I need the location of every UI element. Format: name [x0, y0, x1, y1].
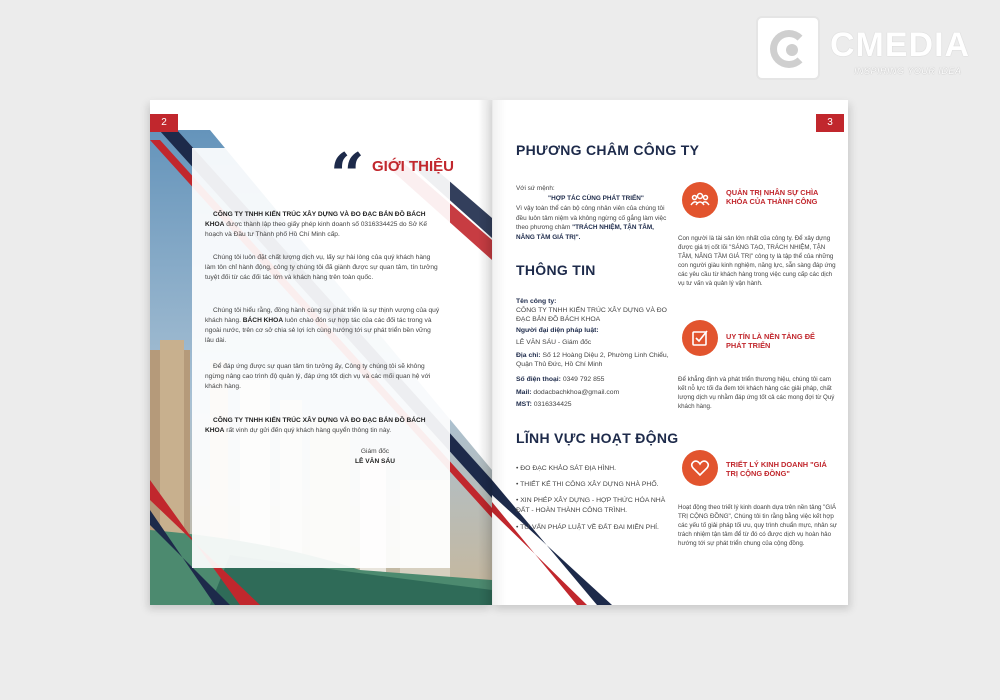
- value-title-1: QUẢN TRỊ NHÂN SỰ CHÌA KHÓA CỦA THÀNH CÔNG: [726, 188, 819, 206]
- motto-title: PHƯƠNG CHÂM CÔNG TY: [516, 142, 700, 158]
- mission-text-body: Vì vậy toàn thể cán bộ công nhân viên của chúng tôi đều luôn tâm niệm và không ngừng cố gắng làm việc theo phương châm: [516, 205, 667, 232]
- brand-name: CMEDIA: [830, 26, 971, 64]
- intro-paragraph-5: [205, 416, 440, 436]
- address-label: Địa chỉ:: [516, 352, 541, 359]
- mission-slogan: "HỢP TÁC CÙNG PHÁT TRIỂN": [548, 195, 644, 202]
- brand-bold: BÁCH KHOA: [242, 317, 284, 324]
- value-title-3: TRIẾT LÝ KINH DOANH "GIÁ TRỊ CỘNG ĐỒNG": [726, 460, 827, 478]
- mst-line: [516, 400, 676, 409]
- phone-line: [516, 375, 676, 384]
- intro-paragraph-4: Để đáp ứng được sự quan tâm tin tưởng ấy, Công ty chúng tôi sẽ không ngừng nâng cao trình độ quản lý, đáp ứng tốt dịch vụ và các mối quan hệ với khách hàng.: [205, 363, 431, 390]
- mail-value: dodacbachkhoa@gmail.com: [533, 389, 620, 396]
- intro-paragraph-5-text: rất vinh dự gửi đến quý khách hàng quyển thông tin này.: [226, 427, 392, 434]
- fields-title: LĨNH VỰC HOẠT ĐỘNG: [516, 430, 679, 446]
- value-text-3: Hoạt động theo triết lý kinh doanh dựa trên nền tảng "GIÁ TRỊ CỘNG ĐỒNG", Chúng tôi tin rằng bằng việc kết hợp các yếu tố giải pháp tối ưu, quy trình chuẩn mực, nhân sự trách nhiệm tận tâm để từ đó có được dịch vụ hoàn hảo hướng tới sự phát triển chung của cộng đồng.: [678, 504, 837, 547]
- intro-paragraph-1-text: được thành lập theo giấy phép kinh doanh số 0316334425 do Sở Kế hoạch và Đầu tư Thành phố Hồ Chí Minh cấp.: [205, 221, 428, 238]
- heart-icon: [682, 450, 718, 486]
- company-label: Tên công ty:: [516, 298, 557, 305]
- intro-paragraph-3: [205, 306, 440, 346]
- representative-label: Người đại diện pháp luật:: [516, 327, 599, 334]
- phone-label: Số điện thoại:: [516, 376, 561, 383]
- company-name-bold-2: CÔNG TY TNHH KIẾN TRÚC XÂY DỰNG VÀ ĐO ĐẠC BẢN ĐỒ BÁCH KHOA: [205, 417, 426, 434]
- value-text-2: Để khẳng định và phát triển thương hiệu, chúng tôi cam kết nỗ lực tối đa đem tới khách hàng các giải pháp, chất lượng dịch vụ nhằm đáp ứng tốt cả các mong đợi từ Quý khách hàng.: [678, 376, 835, 410]
- left-page: [150, 100, 492, 605]
- representative-value: LÊ VĂN SÁU - Giám đốc: [516, 339, 592, 346]
- mail-label: Mail:: [516, 389, 532, 396]
- company-name-bold: CÔNG TY TNHH KIẾN TRÚC XÂY DỰNG VÀ ĐO ĐẠC BẢN ĐỒ BÁCH KHOA: [205, 211, 426, 228]
- mission-label: Với sứ mệnh:: [516, 185, 555, 192]
- signature-role: Giám đốc: [360, 448, 390, 455]
- info-title: THÔNG TIN: [516, 262, 596, 278]
- field-item: • THIẾT KẾ THI CÔNG XÂY DỰNG NHÀ PHỐ.: [516, 481, 659, 488]
- address-value: Số 12 Hoàng Diệu 2, Phường Linh Chiểu, Quận Thủ Đức, Hồ Chí Minh: [516, 352, 669, 368]
- people-icon: [682, 182, 718, 218]
- mission-text: [516, 204, 668, 242]
- field-item: • XIN PHÉP XÂY DỰNG - HỢP THỨC HÓA NHÀ ĐẤT - HOÀN THÀNH CÔNG TRÌNH.: [516, 497, 666, 514]
- page-number: 2: [150, 114, 178, 132]
- mail-line: [516, 388, 676, 397]
- intro-paragraph-3-text-a: Chúng tôi hiểu rằng, đồng hành cùng sự phát triển là sự thịnh vượng của quý khách hàng.: [205, 307, 440, 324]
- mst-value: 0316334425: [533, 401, 572, 408]
- intro-paragraph-3-text-b: luôn chào đón sự hợp tác của các đối tác trong và ngoài nước, trên cơ sở chia sẻ lợi ích cùng hướng tới sự phát triển bền vững lâu dài.: [205, 317, 432, 344]
- mission-text-bold: "TRÁCH NHIỆM, TẬN TÂM, NÂNG TẦM GIÁ TRỊ".: [516, 224, 654, 241]
- address-line: [516, 351, 676, 369]
- intro-paragraph-1: [205, 210, 440, 240]
- field-item: • TƯ VẤN PHÁP LUẬT VỀ ĐẤT ĐAI MIỄN PHÍ.: [516, 524, 659, 531]
- brand-logo: [756, 16, 986, 82]
- field-item: • ĐO ĐẠC KHẢO SÁT ĐỊA HÌNH.: [516, 465, 617, 472]
- value-title-2: UY TÍN LÀ NỀN TẢNG ĐỂ PHÁT TRIỂN: [726, 332, 815, 350]
- page-number: 3: [816, 114, 844, 132]
- signature-name: LÊ VĂN SÁU: [355, 458, 395, 465]
- intro-paragraph-2: Chúng tôi luôn đặt chất lượng dịch vụ, lấy sự hài lòng của quý khách hàng làm tôn chỉ hành động, công ty chúng tôi đã giành được sự quan tâm, tín tưởng tuyệt đối từ các đối tác lớn và khách hàng trên toàn quốc.: [205, 254, 438, 281]
- mst-label: MST:: [516, 401, 532, 408]
- company-value: CÔNG TY TNHH KIẾN TRÚC XÂY DỰNG VÀ ĐO ĐẠC BẢN ĐỒ BÁCH KHOA: [516, 307, 667, 323]
- checkbox-icon: [682, 320, 718, 356]
- logo-mark-icon: [756, 16, 820, 80]
- intro-title: GIỚI THIỆU: [372, 158, 454, 175]
- value-text-1: Con người là tài sản lớn nhất của công ty. Để xây dựng được giá trị cốt lõi "SÁNG TẠO, TRÁCH NHIỆM, TẬN TÂM, NÂNG TẦM GIÁ TRỊ" công ty là tập thể của những con người giàu kinh nghiệm, năng lực, sẵn sàng đáp ứng các yêu cầu từ khách hàng trong việc cung cấp các dịch vụ tư vấn và quản lý vận hành.: [678, 235, 836, 287]
- quote-mark-icon: “: [330, 141, 365, 211]
- phone-value: 0349 792 855: [562, 376, 605, 383]
- right-page: [492, 100, 848, 605]
- brand-tagline: INSPIRING YOUR IDEA: [854, 66, 962, 76]
